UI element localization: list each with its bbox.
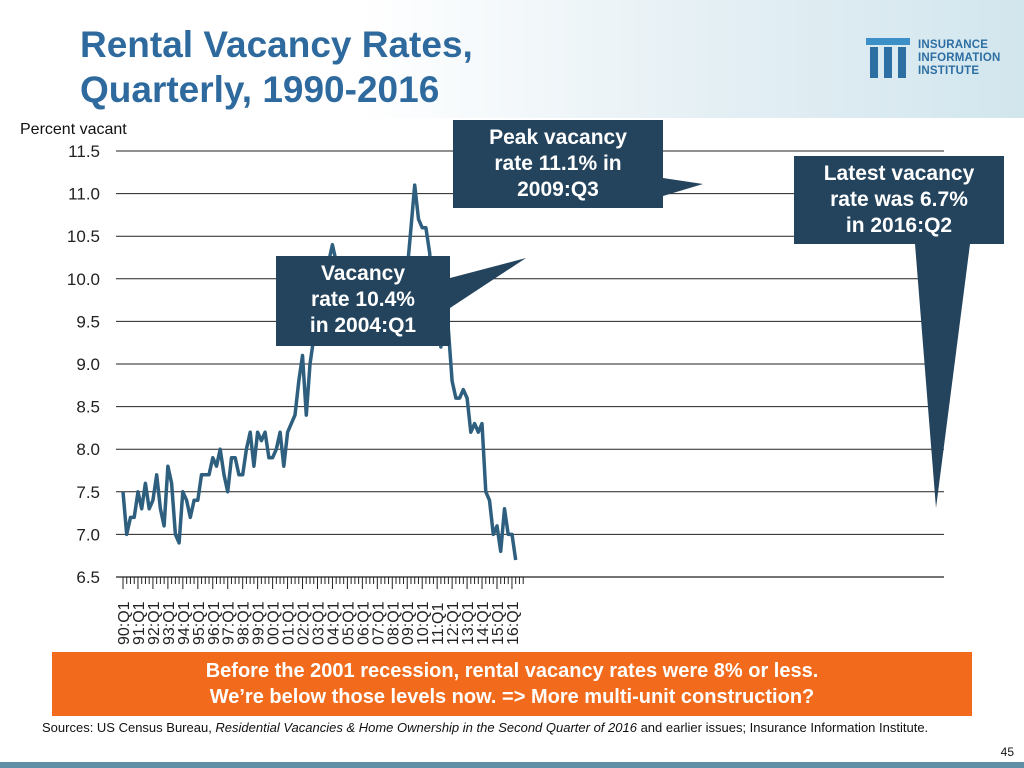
callout-text-line: rate 10.4% — [311, 288, 415, 311]
x-tick-label: 07:Q1 — [370, 601, 388, 645]
logo-text-line1: INSURANCE — [918, 39, 989, 51]
y-tick-label: 9.0 — [76, 355, 100, 374]
callout-peak — [453, 120, 703, 208]
x-tick-label: 02:Q1 — [295, 601, 313, 645]
sources-title: Residential Vacancies & Home Ownership in the Second Quarter of 2016 — [215, 720, 637, 735]
x-tick-label: 16:Q1 — [504, 601, 522, 645]
x-tick-label: 90:Q1 — [116, 601, 133, 645]
x-tick-label: 92:Q1 — [145, 601, 163, 645]
callout-text-line: in 2016:Q2 — [845, 214, 953, 237]
x-tick-label: 95:Q1 — [190, 601, 208, 645]
x-axis — [116, 577, 944, 589]
summary-banner — [52, 652, 972, 716]
callout-text-line: 2009:Q3 — [517, 178, 599, 201]
y-tick-label: 6.5 — [76, 568, 100, 587]
sources-prefix: Sources: US Census Bureau, — [42, 720, 216, 735]
footer-rule — [0, 762, 1024, 768]
callout-text-line: rate 11.1% in — [494, 152, 622, 175]
y-tick-label: 9.5 — [76, 312, 100, 332]
x-tick-label: 12:Q1 — [445, 601, 463, 645]
x-tick-label: 04:Q1 — [325, 601, 343, 645]
x-tick-label: 91:Q1 — [130, 601, 148, 645]
logo-text-line2: INFORMATION — [918, 52, 1001, 64]
callout-text-line: Latest vacancy — [823, 162, 975, 185]
y-tick-label: 11.0 — [68, 184, 100, 204]
y-axis-label: Percent vacant — [20, 121, 127, 138]
x-tick-label: 14:Q1 — [475, 601, 493, 645]
x-tick-label: 03:Q1 — [310, 601, 328, 645]
series-line — [123, 185, 516, 560]
y-tick-label: 8.0 — [76, 440, 100, 460]
x-tick-label: 13:Q1 — [460, 601, 478, 645]
y-tick-label: 7.0 — [76, 525, 100, 545]
series-layer — [123, 185, 516, 560]
x-tick-label: 01:Q1 — [280, 601, 298, 645]
page-number: 45 — [1000, 745, 1014, 759]
x-tick-label: 08:Q1 — [385, 601, 403, 645]
y-tick-label: 10.0 — [66, 269, 100, 289]
banner-line-2: We’re below those levels now. => More multi-unit construction? — [209, 686, 815, 708]
callout-pointer — [450, 258, 526, 308]
y-tick-label: 10.5 — [66, 227, 100, 247]
x-tick-label: 11:Q1 — [430, 602, 448, 645]
x-tick-label: 06:Q1 — [355, 601, 373, 645]
y-tick-label: 8.5 — [76, 397, 100, 417]
y-tick-labels — [67, 142, 100, 587]
x-tick-labels — [116, 601, 522, 645]
page-title: Rental Vacancy Rates, Quarterly, 1990-2016 — [80, 24, 473, 110]
x-tick-label: 99:Q1 — [250, 601, 268, 645]
x-tick-label: 00:Q1 — [265, 601, 283, 645]
sources-suffix: and earlier issues; Insurance Information Institute. — [636, 720, 929, 735]
x-tick-label: 98:Q1 — [235, 601, 253, 645]
callout-text-line: Peak vacancy — [489, 126, 627, 149]
y-tick-label: 7.5 — [76, 482, 100, 502]
x-tick-label: 15:Q1 — [490, 601, 507, 645]
callout-text-line: in 2004:Q1 — [309, 314, 417, 337]
x-tick-label: 93:Q1 — [160, 601, 178, 645]
sources-note — [42, 720, 972, 736]
x-tick-label: 09:Q1 — [400, 601, 418, 645]
x-tick-label: 94:Q1 — [175, 601, 193, 645]
callout-text-line: rate was 6.7% — [830, 188, 968, 211]
logo-text-line3: INSTITUTE — [918, 65, 980, 77]
x-tick-label: 96:Q1 — [205, 601, 223, 645]
callout-2004 — [276, 256, 526, 346]
banner-line-1: Before the 2001 recession, rental vacancy rates were 8% or less. — [205, 660, 819, 682]
x-tick-label: 97:Q1 — [220, 601, 238, 645]
callout-latest — [794, 156, 1004, 508]
y-tick-label: 11.5 — [68, 142, 100, 161]
callout-text-line: Vacancy — [320, 262, 406, 285]
callout-pointer — [915, 244, 970, 508]
x-tick-label: 10:Q1 — [415, 601, 433, 645]
callouts — [276, 120, 1004, 508]
x-tick-label: 05:Q1 — [340, 601, 358, 645]
